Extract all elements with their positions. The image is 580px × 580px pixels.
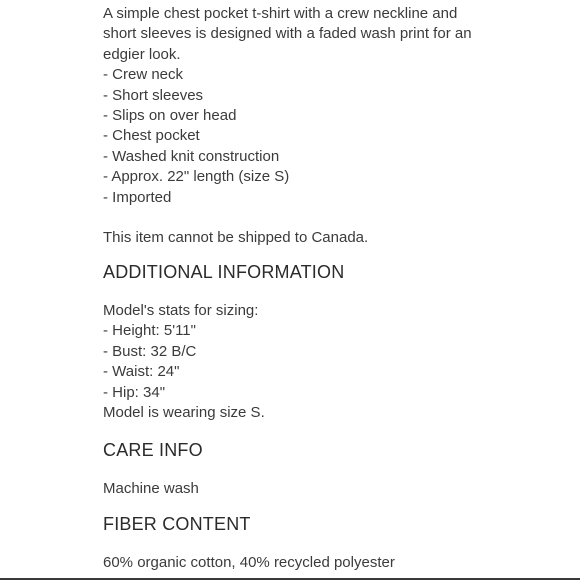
additional-information-heading: ADDITIONAL INFORMATION	[103, 262, 345, 282]
description-line: edgier look.	[103, 45, 181, 63]
care-info-heading: CARE INFO	[103, 440, 203, 460]
model-stat-item: - Waist: 24"	[103, 363, 180, 381]
model-stat-item: - Height: 5'11"	[103, 322, 196, 340]
feature-item: - Imported	[103, 188, 172, 206]
model-stat-item: - Hip: 34"	[103, 383, 166, 401]
product-description	[103, 4, 573, 248]
shipping-note: This item cannot be shipped to Canada.	[103, 229, 369, 247]
model-stats-intro: Model's stats for sizing:	[103, 302, 259, 319]
fiber-composition: 60% organic cotton, 40% recycled polyester	[103, 554, 395, 571]
care-info-text	[103, 479, 573, 499]
feature-item: - Short sleeves	[103, 86, 204, 104]
fiber-content-text	[103, 553, 573, 573]
care-instruction: Machine wash	[103, 480, 199, 497]
feature-item: - Approx. 22" length (size S)	[103, 168, 290, 186]
model-stats	[103, 301, 573, 423]
fiber-content-heading: FIBER CONTENT	[103, 514, 251, 534]
feature-item: - Crew neck	[103, 66, 184, 84]
description-line: A simple chest pocket t-shirt with a crew neckline and	[103, 5, 458, 22]
feature-item: - Chest pocket	[103, 127, 200, 145]
feature-item: - Slips on over head	[103, 107, 237, 125]
description-line: short sleeves is designed with a faded wash print for an	[103, 25, 472, 43]
feature-item: - Washed knit construction	[103, 147, 280, 165]
model-stat-item: - Bust: 32 B/C	[103, 342, 197, 360]
model-size-note: Model is wearing size S.	[103, 404, 265, 422]
